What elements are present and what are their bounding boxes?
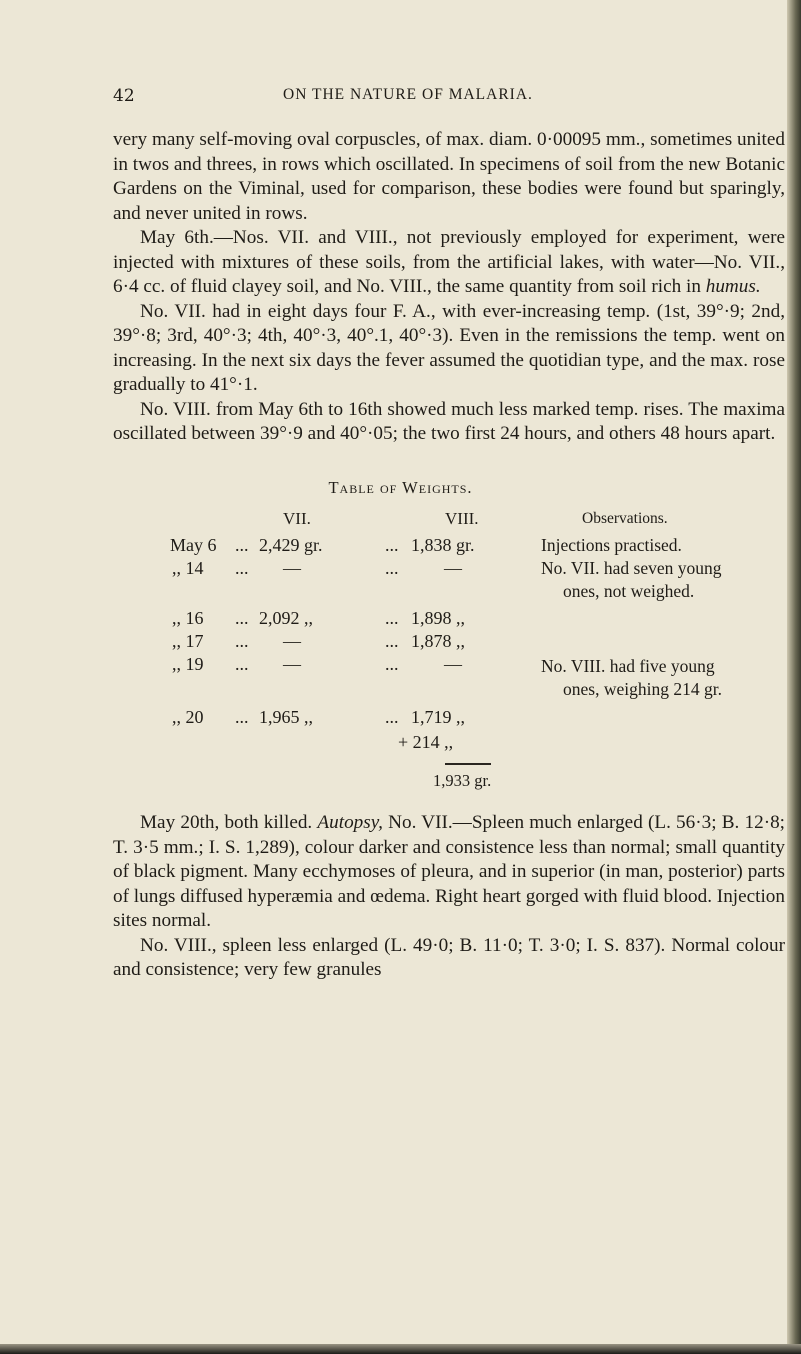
page-bottom-edge <box>0 1344 801 1354</box>
paragraph-6: No. VIII., spleen less enlarged (L. 49·0; B. 11·0; T. 3·0; I. S. 837). Normal colour and consistence; very few granules <box>113 934 785 980</box>
paragraph-5 <box>113 811 785 934</box>
table-cell-viii: 1,898 ,, <box>411 608 465 628</box>
leader-dots: ... <box>385 608 399 628</box>
leader-dots: ... <box>235 631 249 651</box>
table-cell-observation-cont: ones, not weighed. <box>563 581 695 601</box>
table-cell-observation: No. VII. had seven young <box>541 558 722 578</box>
table-cell-observation-cont: ones, weighing 214 gr. <box>563 679 722 699</box>
table-row-date: ,, 16 <box>172 608 204 628</box>
body-text-bottom <box>113 811 785 983</box>
table-cell-viii: 1,719 ,, <box>411 707 465 727</box>
table-row-date: ,, 20 <box>172 707 204 727</box>
table-cell-vii: 2,429 gr. <box>259 535 323 555</box>
paragraph-1: very many self-moving oval corpuscles, of max. diam. 0·00095 mm., sometimes united in twos and threes, in rows which oscillated. In specimens of soil from the new Botanic Gardens on the Viminal, used for comparison, these bodies were found but sparingly, and never united in rows. <box>113 129 785 224</box>
col-header-observations: Observations. <box>582 510 668 527</box>
leader-dots: ... <box>235 558 249 578</box>
leader-dots: ... <box>235 608 249 628</box>
table-cell-vii: — <box>283 654 301 674</box>
table-cell-vii: — <box>283 558 301 578</box>
paragraph-2 <box>113 226 785 300</box>
page-number: 42 <box>113 86 135 106</box>
paragraph-2-text: May 6th.—Nos. VII. and VIII., not previously employed for experiment, were injected with mixtures of these soils, from the artificial lakes, with water—No. VII., 6·4 cc. of fluid clayey soil, and No. VIII., the same quantity from soil rich in <box>113 227 785 297</box>
autopsy-italic: Autopsy, <box>317 812 383 833</box>
leader-dots: ... <box>385 654 399 674</box>
table-row-date: ,, 19 <box>172 654 204 674</box>
leader-dots: ... <box>385 631 399 651</box>
book-spine-shadow <box>787 0 801 1354</box>
table-cell-viii: — <box>444 558 462 578</box>
table-title: Table of Weights. <box>328 478 473 497</box>
running-title: ON THE NATURE OF MALARIA. <box>283 86 533 103</box>
body-text-top <box>113 128 785 447</box>
table-cell-viii: 1,838 gr. <box>411 535 475 555</box>
table-cell-observation: No. VIII. had five young <box>541 656 715 676</box>
paragraph-4: No. VIII. from May 6th to 16th showed much less marked temp. rises. The maxima oscillated between 39°·9 and 40°·05; the two first 24 hours, and others 48 hours apart. <box>113 398 785 444</box>
paragraph-5-text: No. VII.—Spleen much enlarged (L. 56·3; B. 12·8; T. 3·5 mm.; I. S. 1,289), colour darker and consistence less than normal; small quantity of black pigment. Many ecchymoses of pleura, and in superior (in man, posterior) parts of lungs diffused hyperæmia and œdema. Right heart gorged with fluid blood. Injection sites normal. <box>113 812 786 931</box>
leader-dots: ... <box>385 558 399 578</box>
leader-dots: ... <box>235 535 249 555</box>
table-cell-vii: 1,965 ,, <box>259 707 313 727</box>
col-header-viii: VIII. <box>445 509 479 528</box>
leader-dots: ... <box>385 707 399 727</box>
paragraph-5-lead: May 20th, both killed. <box>140 812 313 833</box>
addend: + 214 ,, <box>398 732 454 752</box>
leader-dots: ... <box>385 535 399 555</box>
col-header-vii: VII. <box>283 509 311 528</box>
table-row-date: May 6 <box>170 535 217 555</box>
table-cell-vii: 2,092 ,, <box>259 608 313 628</box>
table-row-date: ,, 17 <box>172 631 204 651</box>
paragraph-3: No. VII. had in eight days four F. A., with ever-increasing temp. (1st, 39°·9; 2nd, 39°·8; 3rd, 40°·3; 4th, 40°·3, 40°.1, 40°·3). Even in the remissions the temp. went on increasing. In the next six days the fever assumed the quotidian type, and the max. rose gradually to 41°·1. <box>113 300 785 395</box>
table-cell-viii: 1,878 ,, <box>411 631 465 651</box>
table-row-date: ,, 14 <box>172 558 204 578</box>
leader-dots: ... <box>235 707 249 727</box>
page-header <box>113 86 793 116</box>
humus-italic: humus. <box>705 276 761 297</box>
leader-dots: ... <box>235 654 249 674</box>
sum-rule <box>445 763 491 765</box>
table-cell-observation: Injections practised. <box>541 535 682 555</box>
table-cell-viii: — <box>444 654 462 674</box>
table-cell-vii: — <box>283 631 301 651</box>
total: 1,933 gr. <box>433 771 492 790</box>
